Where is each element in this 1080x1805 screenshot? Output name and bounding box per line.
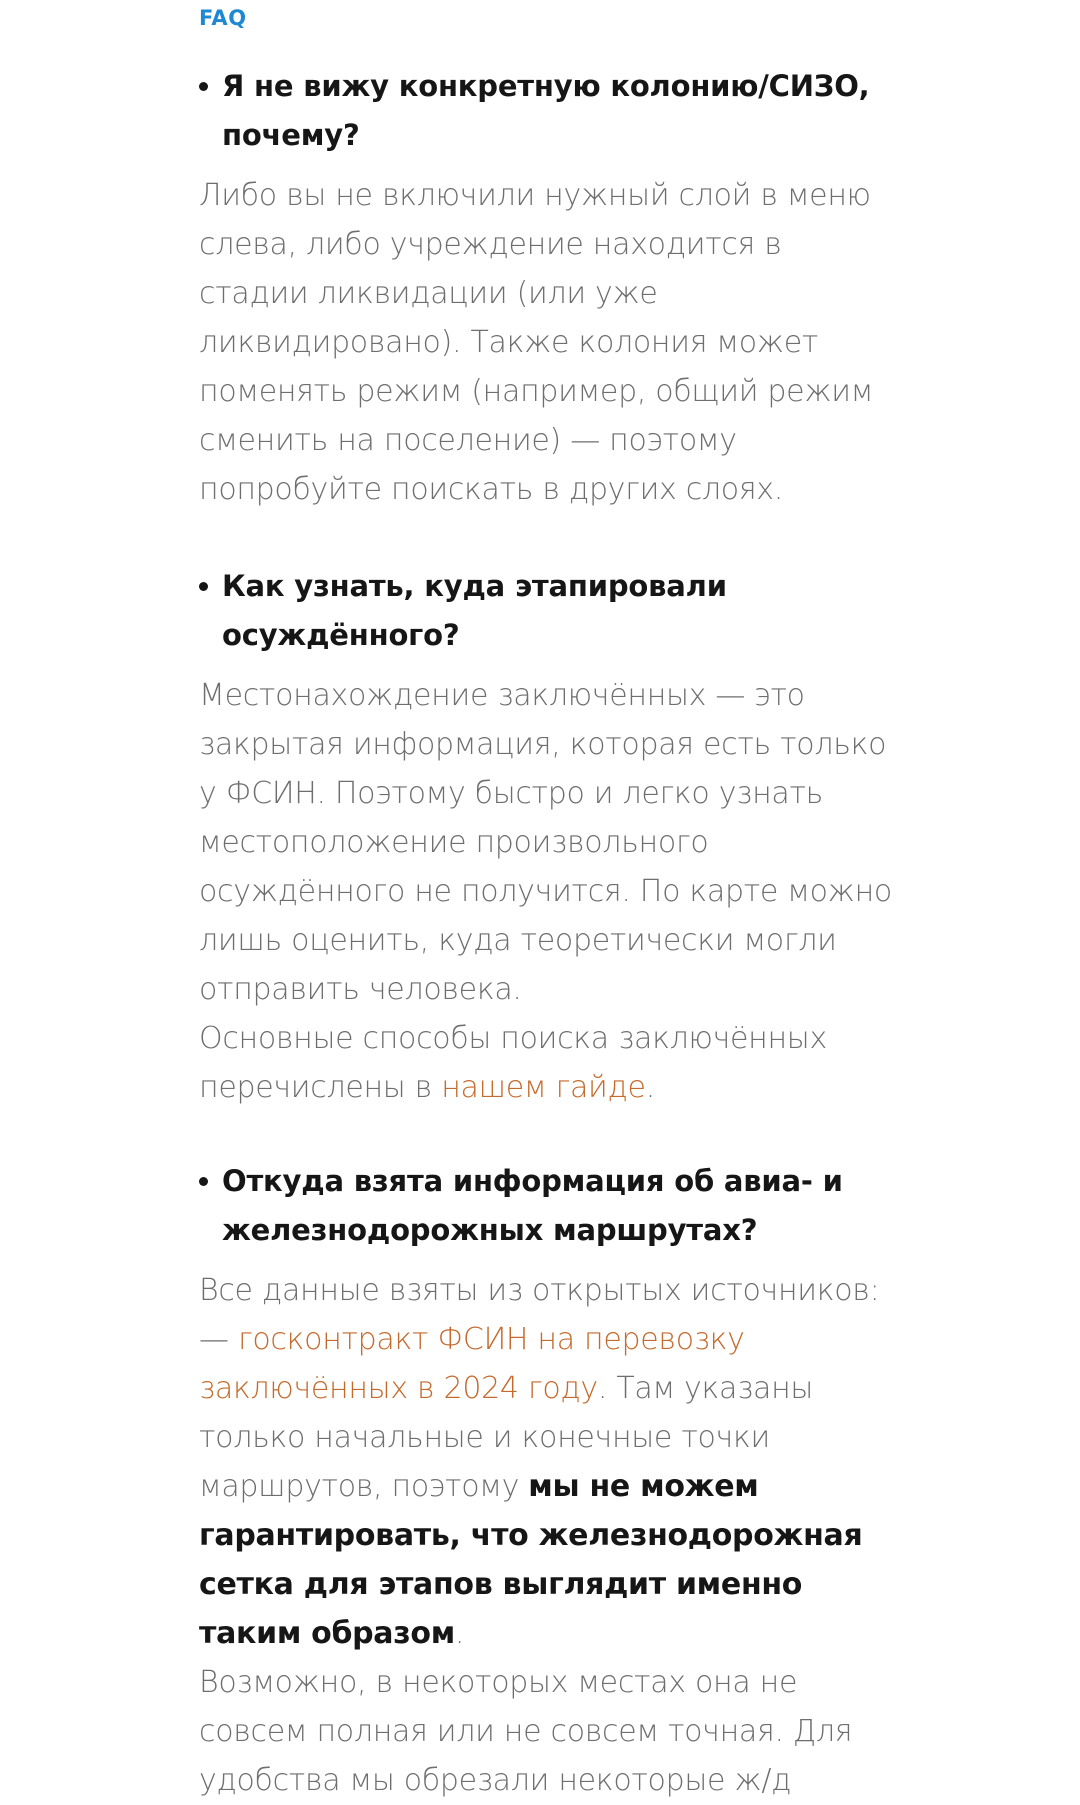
faq-answer-extra — [199, 1014, 899, 1112]
faq-answer-tail: Возможно, в некоторых местах она не совсем полная или не совсем точная. Для удобства мы обрезали некоторые ж/д — [199, 1665, 853, 1798]
faq-question-text: Я не вижу конкретную колонию/СИЗО, почему? — [222, 69, 870, 152]
guide-link[interactable]: нашем гайде — [441, 1070, 646, 1105]
section-label: FAQ — [199, 6, 247, 30]
faq-item — [199, 1157, 899, 1805]
faq-answer — [199, 171, 899, 514]
faq-item — [199, 62, 899, 514]
bullet-icon — [199, 82, 208, 91]
contract-link[interactable]: госконтракт ФСИН на перевозку заключённых в 2024 году — [199, 1322, 745, 1406]
faq-answer-body — [199, 1315, 899, 1658]
faq-item — [199, 562, 899, 1112]
bullet-icon — [199, 1177, 208, 1186]
faq-question — [199, 62, 899, 160]
faq-answer-after-link: . Там указаны только начальные и конечные точки маршрутов, поэтому — [199, 1371, 814, 1504]
faq-question — [199, 562, 899, 660]
faq-answer — [199, 671, 899, 1112]
faq-answer — [199, 1266, 899, 1805]
faq-answer-extra-prefix: Основные способы поиска заключённых перечислены в — [199, 1021, 827, 1105]
faq-answer-text: Либо вы не включили нужный слой в меню слева, либо учреждение находится в стадии ликвидации (или уже ликвидировано). Также колония может поменять режим (например, общий режим сменить на поселение) — поэтому попробуйте поискать в других слоях. — [199, 178, 874, 507]
faq-answer-intro: Все данные взяты из открытых источников: — [199, 1273, 880, 1308]
faq-question-text: Откуда взята информация об авиа- и железнодорожных маршрутах? — [222, 1164, 843, 1247]
faq-answer-bold: мы не можем гарантировать, что железнодорожная сетка для этапов выглядит именно таким образом — [199, 1469, 863, 1651]
bullet-icon — [199, 582, 208, 591]
faq-question-text: Как узнать, куда этапировали осуждённого? — [222, 569, 727, 652]
faq-answer-text: Местонахождение заключённых — это закрытая информация, которая есть только у ФСИН. Поэтому быстро и легко узнать местоположение произвольного осуждённого не получится. По карте можно лишь оценить, куда теоретически могли отправить человека. — [199, 678, 892, 1007]
faq-answer-extra-suffix: . — [645, 1070, 655, 1105]
faq-answer-after-bold: . — [454, 1616, 465, 1651]
faq-answer-dash: — — [199, 1322, 238, 1357]
faq-question — [199, 1157, 899, 1255]
